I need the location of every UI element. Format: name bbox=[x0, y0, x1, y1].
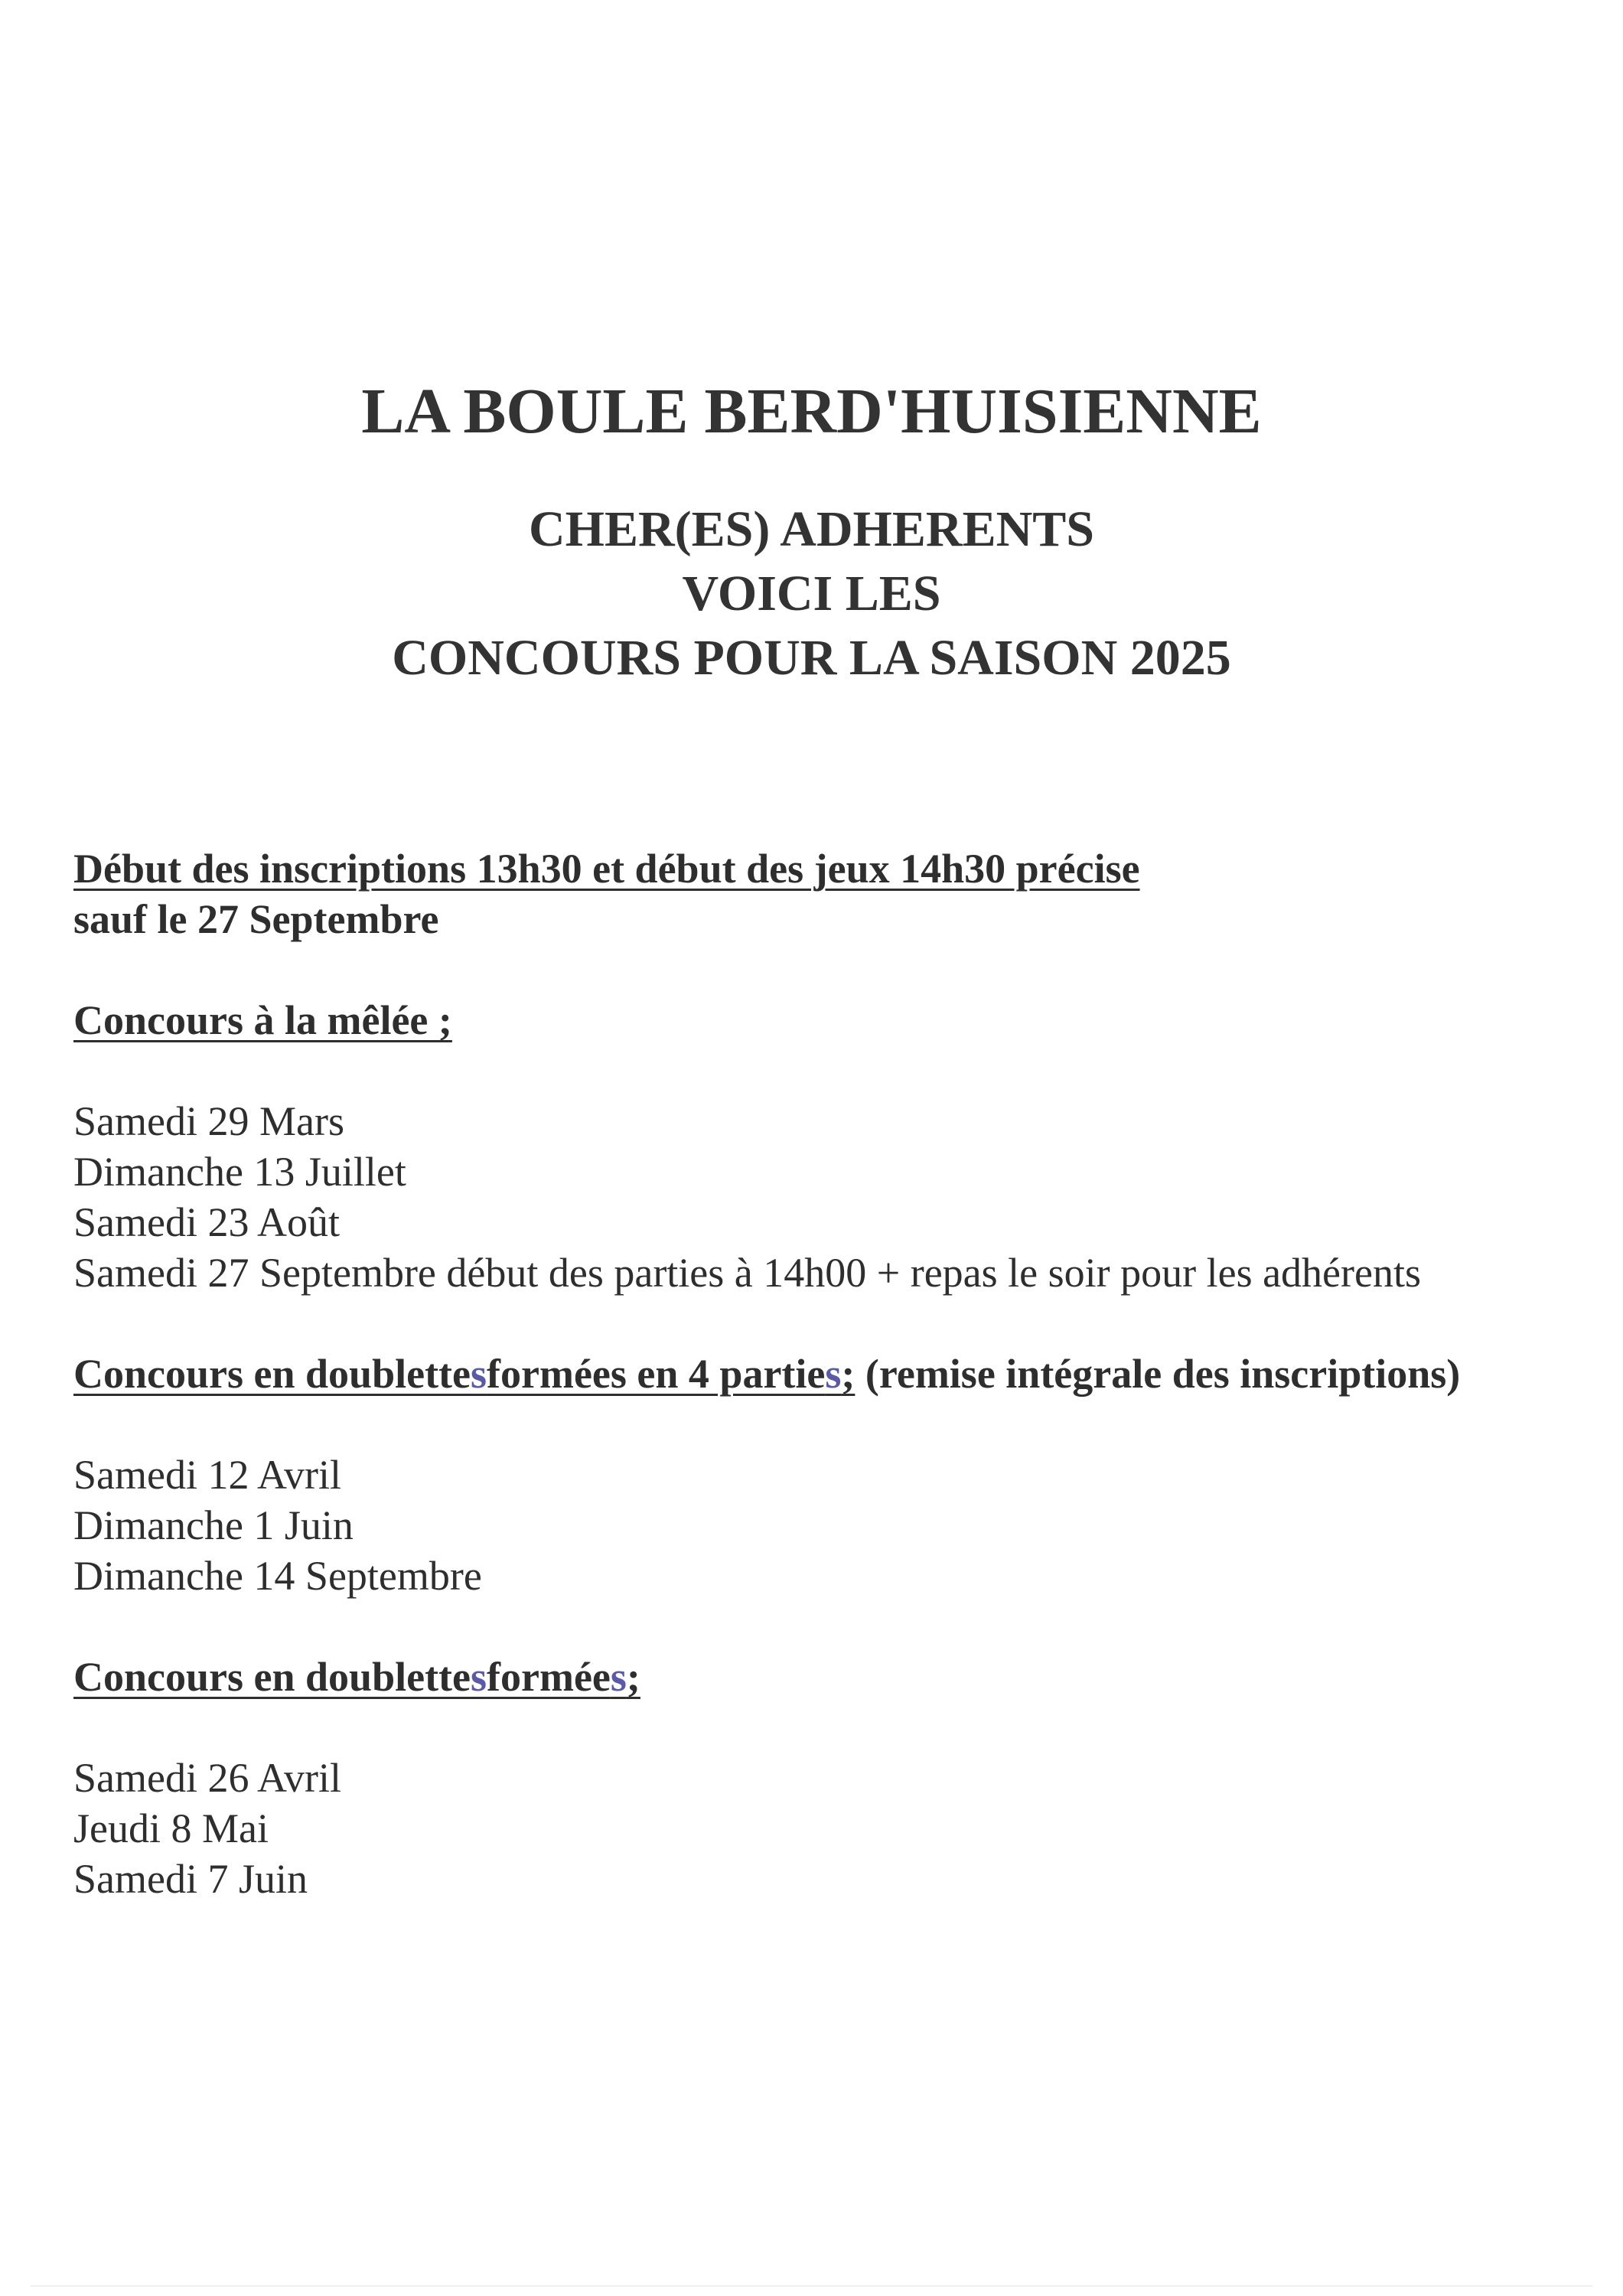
heading-text: Concours en doublette bbox=[73, 1654, 471, 1700]
handwritten-correction: s bbox=[471, 1351, 487, 1397]
intro-heading: Début des inscriptions 13h30 et début des jeux 14h30 précise bbox=[73, 846, 1140, 892]
handwritten-correction: s bbox=[825, 1351, 842, 1397]
document-content bbox=[73, 843, 1589, 1904]
handwritten-correction: s bbox=[610, 1654, 627, 1700]
heading-text: ; bbox=[841, 1351, 855, 1397]
subtitle-line-2: VOICI LES bbox=[682, 566, 941, 621]
intro-note: sauf le 27 Septembre bbox=[73, 896, 439, 942]
section-doublettes-4-heading bbox=[73, 1351, 855, 1397]
melee-date-3: Samedi 23 Août bbox=[73, 1199, 340, 1245]
section-doublettes-heading bbox=[73, 1654, 640, 1700]
club-title: LA BOULE BERD'HUISIENNE bbox=[361, 376, 1262, 447]
subtitle-block bbox=[0, 497, 1623, 690]
doublettes-date-1: Samedi 26 Avril bbox=[73, 1755, 341, 1801]
section-doublettes-4-suffix: (remise intégrale des inscriptions) bbox=[855, 1351, 1461, 1397]
doublettes-4-date-2: Dimanche 1 Juin bbox=[73, 1502, 354, 1548]
subtitle-line-3: CONCOURS POUR LA SAISON 2025 bbox=[392, 630, 1231, 686]
doublettes-date-2: Jeudi 8 Mai bbox=[73, 1805, 269, 1851]
heading-text: ; bbox=[626, 1654, 640, 1700]
handwritten-correction: s bbox=[471, 1654, 487, 1700]
section-melee-heading: Concours à la mêlée ; bbox=[73, 997, 452, 1043]
section-doublettes-heading-line bbox=[73, 1652, 1589, 1702]
doublettes-date-3: Samedi 7 Juin bbox=[73, 1856, 308, 1902]
melee-date-4: Samedi 27 Septembre début des parties à 14h00 + repas le soir pour les adhérents bbox=[73, 1250, 1421, 1296]
heading-text: formées en 4 partie bbox=[487, 1351, 826, 1397]
section-doublettes-4-heading-line bbox=[73, 1349, 1589, 1399]
heading-text: Concours en doublette bbox=[73, 1351, 471, 1397]
scan-edge bbox=[31, 2285, 1592, 2287]
subtitle-line-1: CHER(ES) ADHERENTS bbox=[529, 501, 1094, 557]
heading-text: formée bbox=[487, 1654, 611, 1700]
melee-date-1: Samedi 29 Mars bbox=[73, 1098, 344, 1144]
melee-date-2: Dimanche 13 Juillet bbox=[73, 1149, 406, 1195]
doublettes-4-date-3: Dimanche 14 Septembre bbox=[73, 1553, 482, 1599]
doublettes-4-date-1: Samedi 12 Avril bbox=[73, 1452, 341, 1498]
